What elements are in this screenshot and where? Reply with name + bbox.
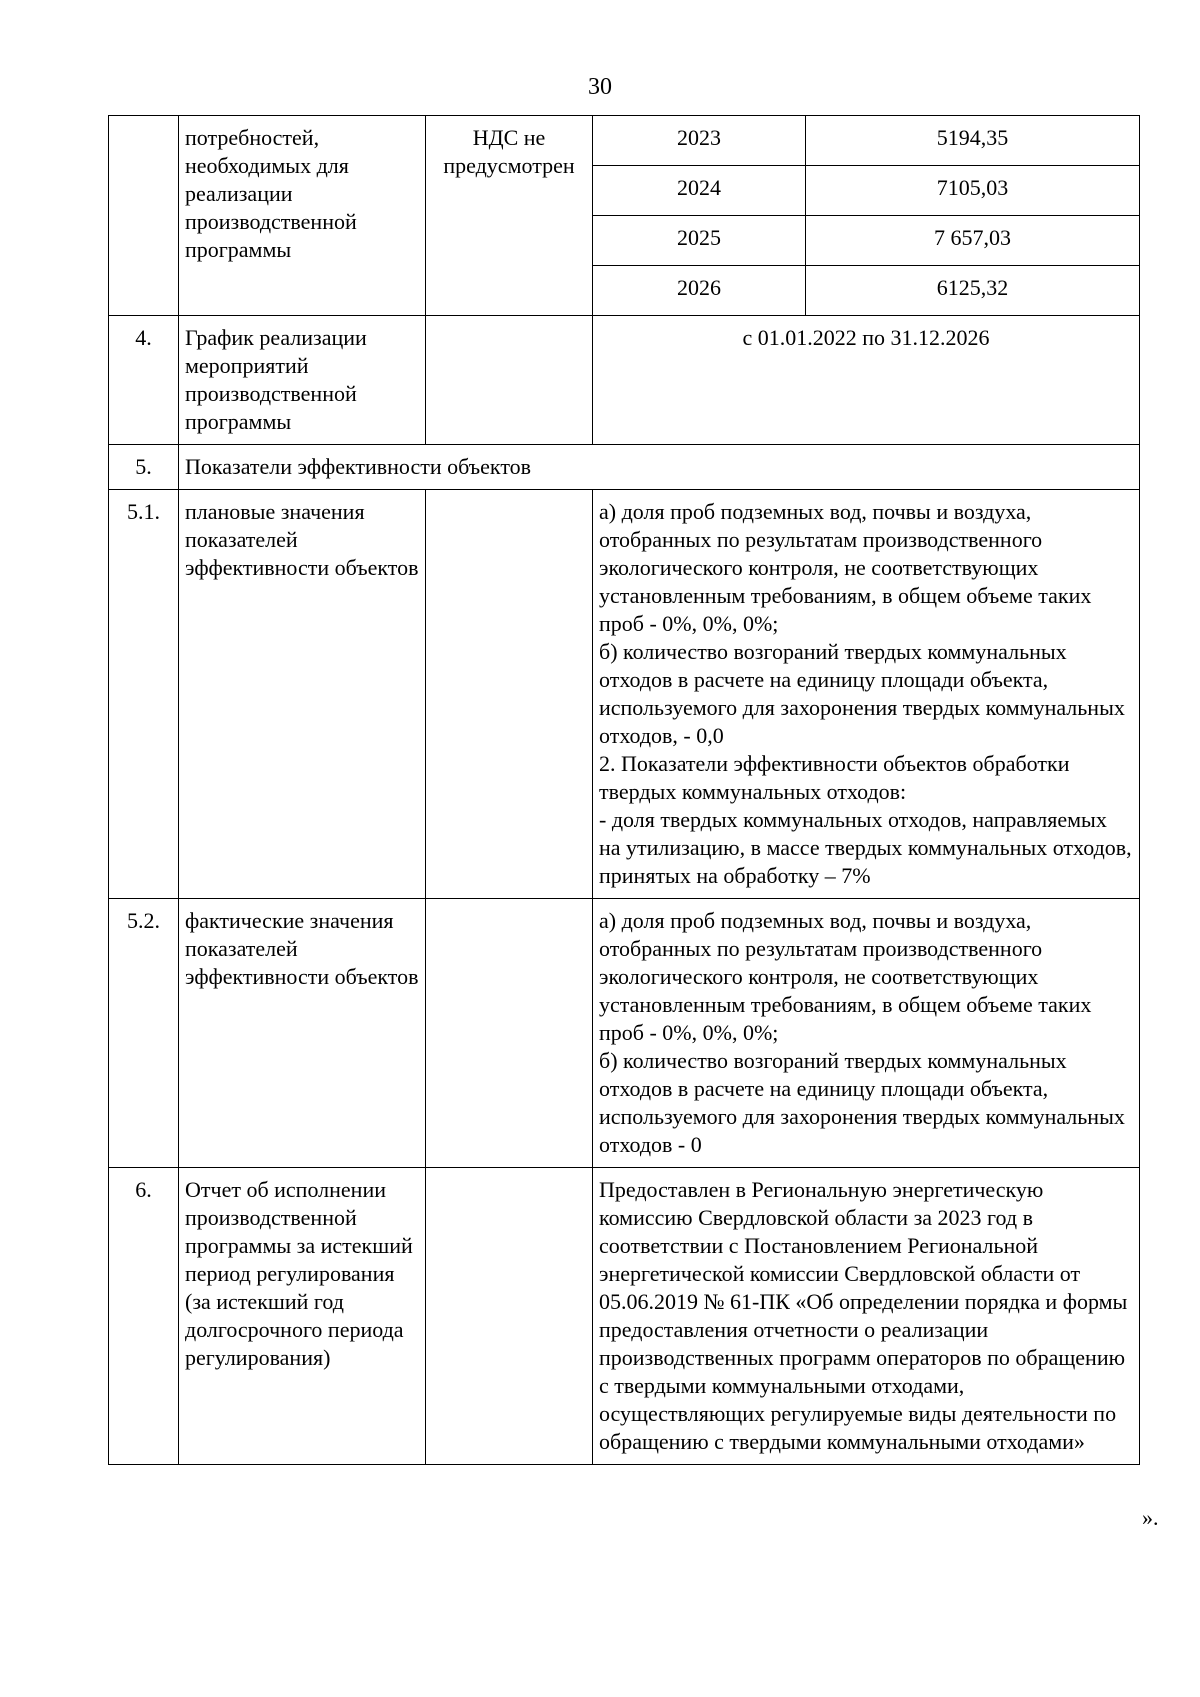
row-number-cell bbox=[109, 116, 179, 316]
value-cell: 5194,35 bbox=[806, 116, 1140, 166]
year-values-table bbox=[593, 116, 1139, 315]
table-row-6 bbox=[109, 1168, 1140, 1465]
section-heading: Показатели эффективности объектов bbox=[179, 445, 1140, 490]
row-number: 5.1. bbox=[109, 490, 179, 899]
year-cell: 2025 bbox=[593, 216, 806, 266]
empty-cell bbox=[426, 490, 593, 899]
row-number: 5.2. bbox=[109, 899, 179, 1168]
row-label: Отчет об исполнении производственной программы за истекший период регулирования (за истекший год долгосрочного периода регулирования) bbox=[179, 1168, 426, 1465]
year-cell: 2026 bbox=[593, 266, 806, 316]
table-row-5-1 bbox=[109, 490, 1140, 899]
vat-note: НДС не предусмотрен bbox=[426, 116, 593, 316]
empty-cell bbox=[426, 899, 593, 1168]
closing-quote-mark: ». bbox=[1142, 1505, 1159, 1530]
value-cell: 7 657,03 bbox=[806, 216, 1140, 266]
page-number: 30 bbox=[588, 74, 612, 100]
row-number: 5. bbox=[109, 445, 179, 490]
row-label: плановые значения показателей эффективности объектов bbox=[179, 490, 426, 899]
table-row-budget bbox=[109, 116, 1140, 316]
row-label: фактические значения показателей эффективности объектов bbox=[179, 899, 426, 1168]
row-number: 6. bbox=[109, 1168, 179, 1465]
value-cell: 7105,03 bbox=[806, 166, 1140, 216]
empty-cell bbox=[426, 1168, 593, 1465]
year-cell: 2023 bbox=[593, 116, 806, 166]
table-row-5 bbox=[109, 445, 1140, 490]
row-number: 4. bbox=[109, 316, 179, 445]
row-value: а) доля проб подземных вод, почвы и воздуха, отобранных по результатам производственного экологического контроля, не соответствующих установленным требованиям, в общем объеме таких проб - 0%, 0%, 0%; б) количество возгораний твердых коммунальных отходов в расчете на единицу площади объекта, используемого для захоронения твердых коммунальных отходов - 0 bbox=[593, 899, 1140, 1168]
program-table bbox=[108, 115, 1140, 1465]
value-cell: 6125,32 bbox=[936, 275, 1009, 300]
year-row bbox=[593, 266, 1139, 316]
row-label: потребностей, необходимых для реализации производственной программы bbox=[179, 116, 426, 316]
table-row-5-2 bbox=[109, 899, 1140, 1168]
row-value: а) доля проб подземных вод, почвы и воздуха, отобранных по результатам производственного экологического контроля, не соответствующих установленным требованиям, в общем объеме таких проб - 0%, 0%, 0%; б) количество возгораний твердых коммунальных отходов в расчете на единицу площади объекта, используемого для захоронения твердых коммунальных отходов, - 0,0 2. Показатели эффективности объектов обработки твердых коммунальных отходов: - доля твердых коммунальных отходов, направляемых на утилизацию, в массе твердых коммунальных отходов, принятых на обработку – 7% bbox=[593, 490, 1140, 899]
row-value: с 01.01.2022 по 31.12.2026 bbox=[593, 316, 1140, 445]
year-values-cell bbox=[593, 116, 1140, 316]
year-row bbox=[593, 116, 1139, 166]
row-label: График реализации мероприятий производственной программы bbox=[179, 316, 426, 445]
year-cell: 2024 bbox=[593, 166, 806, 216]
table-row-4 bbox=[109, 316, 1140, 445]
year-row bbox=[593, 216, 1139, 266]
empty-cell bbox=[426, 316, 593, 445]
year-row bbox=[593, 166, 1139, 216]
row-value: Предоставлен в Региональную энергетическую комиссию Свердловской области за 2023 год в соответствии с Постановлением Региональной энергетической комиссии Свердловской области от 05.06.2019 № 61-ПК «Об определении порядка и формы предоставления отчетности о реализации производственных программ операторов по обращению с твердыми коммунальными отходами, осуществляющих регулируемые виды деятельности по обращению с твердыми коммунальными отходами» bbox=[593, 1168, 1140, 1465]
